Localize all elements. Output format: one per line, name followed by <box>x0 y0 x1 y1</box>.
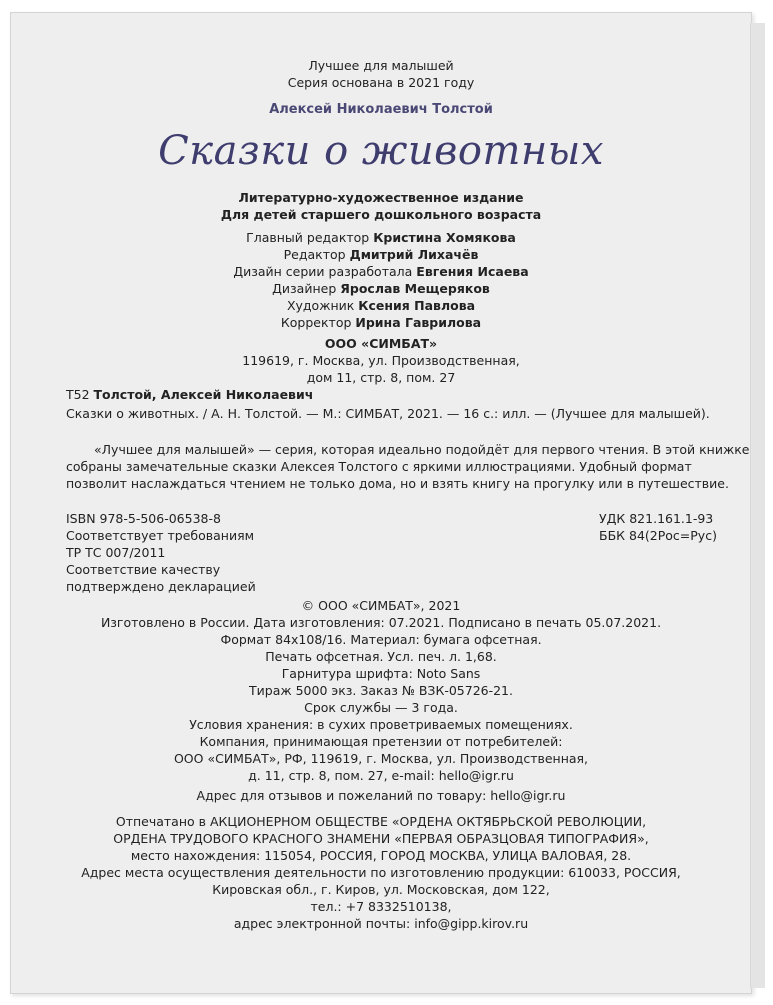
imprint-block <box>11 597 751 784</box>
imprint-line: Срок службы — 3 года. <box>304 700 458 715</box>
printer-line: ОРДЕНА ТРУДОВОГО КРАСНОГО ЗНАМЕНИ «ПЕРВАЯ ОБРАЗЦОВАЯ ТИПОГРАФИЯ», <box>113 831 649 846</box>
printer-line: место нахождения: 115054, РОССИЯ, ГОРОД МОСКВА, УЛИЦА ВАЛОВАЯ, 28. <box>130 848 632 863</box>
credit-name: Ксения Павлова <box>358 298 476 313</box>
imprint-line: Формат 84х108/16. Материал: бумага офсетная. <box>220 632 542 647</box>
credit-name: Ярослав Мещеряков <box>340 281 490 296</box>
page-fold <box>750 23 765 988</box>
publisher-name: ООО «СИМБАТ» <box>324 336 438 351</box>
credit-row <box>11 246 751 263</box>
printer-line: адрес электронной почты: info@gipp.kirov.ru <box>233 916 529 931</box>
catalog-author: Толстой, Алексей Николаевич <box>93 387 314 402</box>
catalog-code: Т52 <box>66 387 90 402</box>
credit-row <box>11 263 751 280</box>
series-header <box>11 57 751 91</box>
publisher-address: 119619, г. Москва, ул. Производственная, <box>242 353 520 368</box>
imprint-line: д. 11, стр. 8, пом. 27, e-mail: hello@igr.ru <box>248 768 514 783</box>
book-page <box>10 12 752 994</box>
feedback-address: Адрес для отзывов и пожеланий по товару: hello@igr.ru <box>196 788 566 803</box>
printer-block <box>11 813 751 932</box>
imprint-line: Компания, принимающая претензии от потребителей: <box>199 734 563 749</box>
imprint-line: Условия хранения: в сухих проветриваемых помещениях. <box>189 717 573 732</box>
compliance-line: Соответствие качеству <box>66 562 221 577</box>
subtitle-line: Литературно-художественное издание <box>238 190 524 205</box>
credit-role: Редактор <box>283 247 346 262</box>
book-author: Алексей Николаевич Толстой <box>269 102 493 117</box>
printer-line: Кировская обл., г. Киров, ул. Московская, дом 122, <box>212 882 550 897</box>
series-name: Лучшее для малышей <box>308 58 454 73</box>
imprint-line: Печать офсетная. Усл. печ. л. 1,68. <box>265 649 497 664</box>
credit-role: Художник <box>286 298 355 313</box>
annotation-line: позволит наслаждаться чтением не только дома, но и взять книгу на прогулку или в путешествие. <box>66 476 729 491</box>
credit-role: Дизайнер <box>272 281 337 296</box>
printer-line: тел.: +7 8332510138, <box>310 899 452 914</box>
isbn: ISBN 978-5-506-06538-8 <box>66 511 221 526</box>
imprint-line: Гарнитура шрифта: Noto Sans <box>281 666 481 681</box>
credit-row <box>11 314 751 331</box>
annotation <box>66 441 749 492</box>
credit-name: Кристина Хомякова <box>373 230 516 245</box>
credit-name: Дмитрий Лихачёв <box>349 247 479 262</box>
imprint-line: Изготовлено в России. Дата изготовления: 07.2021. Подписано в печать 05.07.2021. <box>100 615 662 630</box>
subtitle-line: Для детей старшего дошкольного возраста <box>220 207 542 222</box>
compliance-line: ТР ТС 007/2011 <box>66 545 166 560</box>
credit-role: Главный редактор <box>246 230 370 245</box>
imprint-line: © ООО «СИМБАТ», 2021 <box>301 598 461 613</box>
credit-row <box>11 229 751 246</box>
credit-role: Корректор <box>280 315 352 330</box>
credit-name: Ирина Гаврилова <box>355 315 482 330</box>
book-subtitle <box>11 189 751 223</box>
isbn-block <box>66 510 256 595</box>
printer-line: Адрес места осуществления деятельности по изготовлению продукции: 610033, РОССИЯ, <box>81 865 681 880</box>
udk-code: УДК 821.161.1-93 <box>599 511 714 526</box>
book-title: Сказки о животных <box>158 128 604 174</box>
publisher-block <box>11 335 751 386</box>
imprint-line: Тираж 5000 экз. Заказ № ВЗК-05726-21. <box>249 683 513 698</box>
publisher-address: дом 11, стр. 8, пом. 27 <box>306 370 456 385</box>
credits-list <box>11 229 751 331</box>
printer-line: Отпечатано в АКЦИОНЕРНОМ ОБЩЕСТВЕ «ОРДЕНА ОКТЯБРЬСКОЙ РЕВОЛЮЦИИ, <box>115 814 647 829</box>
credit-role: Дизайн серии разработала <box>233 264 413 279</box>
credit-name: Евгения Исаева <box>416 264 529 279</box>
catalog-heading <box>66 386 313 403</box>
annotation-line: «Лучшее для малышей» — серия, которая идеально подойдёт для первого чтения. В этой книжке <box>94 442 750 457</box>
imprint-line: ООО «СИМБАТ», РФ, 119619, г. Москва, ул. Производственная, <box>173 751 589 766</box>
annotation-line: собраны замечательные сказки Алексея Толстого с яркими иллюстрациями. Удобный формат <box>66 459 692 474</box>
compliance-line: подтверждено декларацией <box>66 579 256 594</box>
compliance-line: Соответствует требованиям <box>66 528 255 543</box>
bbk-code: ББК 84(2Рос=Рус) <box>599 528 717 543</box>
classification-block <box>599 510 717 544</box>
catalog-entry: Сказки о животных. / А. Н. Толстой. — М.: СИМБАТ, 2021. — 16 с.: илл. — (Лучшее для малышей). <box>66 406 710 421</box>
credit-row <box>11 280 751 297</box>
series-founded: Серия основана в 2021 году <box>287 75 475 90</box>
credit-row <box>11 297 751 314</box>
